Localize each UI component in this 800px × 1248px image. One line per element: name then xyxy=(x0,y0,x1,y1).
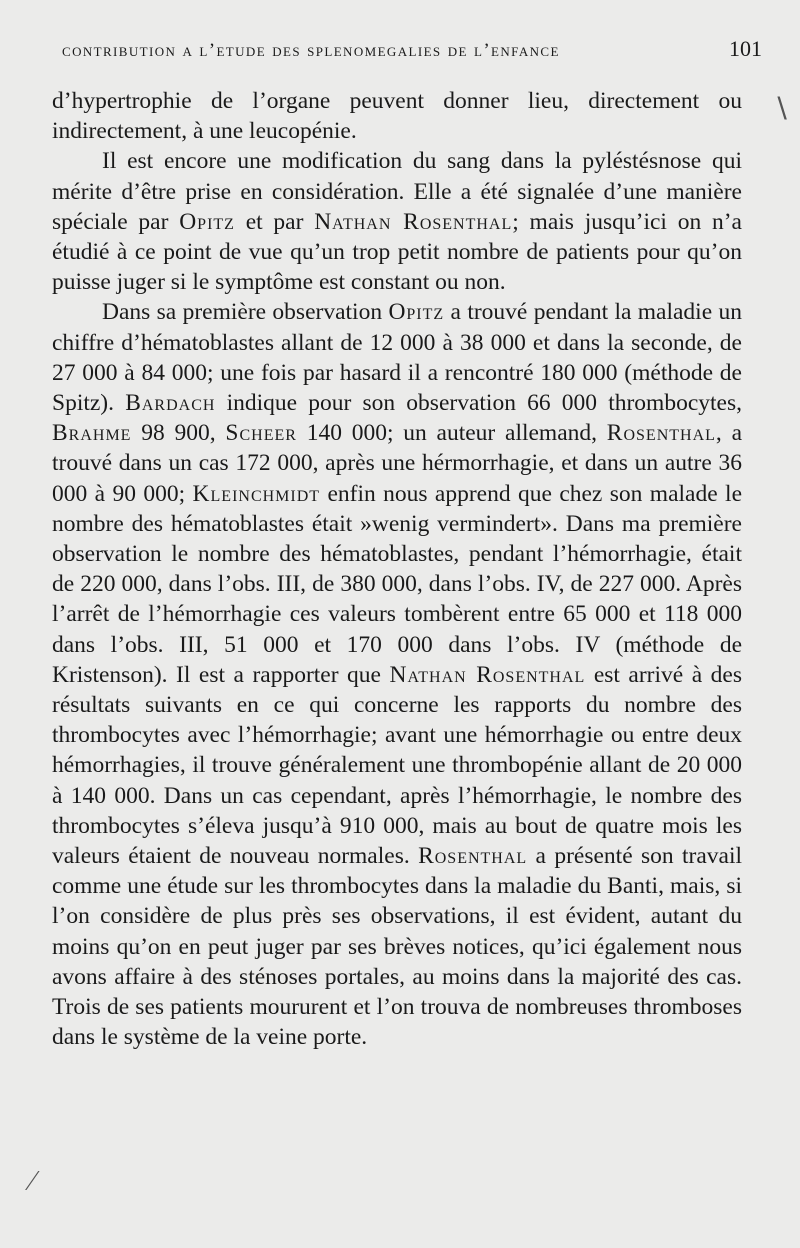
author-name: Kleinchmidt xyxy=(192,480,321,507)
paragraph xyxy=(52,86,742,146)
author-name: Opitz xyxy=(388,299,445,326)
text-run: Il est encore une modification du sang dans la pyléstésnose qui mérite d’être prise en considération. Elle a été signalée d’une manière spéciale par xyxy=(52,148,742,235)
body-text xyxy=(52,86,742,1053)
text-run: et par xyxy=(234,208,315,235)
text-run: 98 900, xyxy=(131,420,226,447)
author-name: Scheer xyxy=(225,420,297,447)
paragraph xyxy=(52,146,742,297)
text-run: , a trouvé dans un cas 172 000, après une hérmorrhagie, et dans un autre 36 000 à 90 000; xyxy=(52,420,742,507)
text-run: a trouvé pendant la maladie un chiffre d’hématoblastes allant de 12 000 à 38 000 et dans la seconde, de 27 000 à 84 000; une fois par hasard il a rencontré 180 000 (méthode de Spitz). xyxy=(52,299,742,417)
margin-tick-icon: ⁄ xyxy=(30,1166,35,1197)
author-name: Rosenthal xyxy=(606,420,716,447)
author-name: Bardach xyxy=(125,390,216,417)
author-name: Opitz xyxy=(179,208,235,235)
text-run: d’hypertrophie de l’organe peuvent donner lieu, directement ou indirectement, à une leucopénie. xyxy=(52,88,742,145)
paragraph xyxy=(52,297,742,1052)
text-run: Dans sa première observation xyxy=(102,299,389,326)
text-run: 140 000; un auteur allemand, xyxy=(296,420,607,447)
text-run: a présenté son travail comme une étude sur les thrombocytes dans la maladie du Banti, mais, si l’on considère de plus près ses observations, il est évident, autant du moins qu’on en peut juger par ses brèves notices, qu’ici également nous avons affaire à des sténoses portales, au moins dans la majorité des cas. Trois de ses patients moururent et l’on trouva de nombreuses thromboses dans le système de la veine porte. xyxy=(52,843,743,1051)
running-header xyxy=(62,36,762,62)
author-name: Nathan Rosenthal xyxy=(389,661,586,688)
author-name: Rosenthal xyxy=(418,843,528,870)
text-run: indique pour son observation 66 000 thrombocytes, xyxy=(215,390,742,417)
text-run: est arrivé à des résultats suivants en ce qui concerne les rapports du nombre des thrombocytes avec l’hémorrhagie; avant une hémorrhagie ou entre deux hémorrhagies, il trouve généralement une thrombopénie allant de 20 000 à 140 000. Dans un cas cependant, après l’hémorrhagie, le nombre des thrombocytes s’éleva jusqu’à 910 000, mais au bout de quatre mois les valeurs étaient de nouveau normales. xyxy=(52,661,742,870)
author-name: Nathan Rosenthal xyxy=(314,208,513,235)
text-run: enfin nous apprend que chez son malade le nombre des hématoblastes était »wenig vermindert». Dans ma première observation le nombre des hématoblastes, pendant l’hémorrhagie, était de 220 000, dans l’obs. III, de 380 000, dans l’obs. IV, de 227 000. Après l’arrêt de l’hémorrhagie ces valeurs tombèrent entre 65 000 et 118 000 dans l’obs. III, 51 000 et 170 000 dans l’obs. IV (méthode de Kristenson). Il est a rapporter que xyxy=(52,480,743,688)
margin-mark-icon: ∖ xyxy=(772,94,790,125)
running-title: contribution a l’etude des splenomegalies de l’enfance xyxy=(62,40,560,61)
page-number: 101 xyxy=(729,36,762,61)
text-run: ; mais jusqu’ici on n’a étudié à ce point de vue qu’un trop petit nombre de patients pour qu’on puisse juger si le symptôme est constant ou non. xyxy=(52,208,742,296)
author-name: Brahme xyxy=(52,420,132,447)
